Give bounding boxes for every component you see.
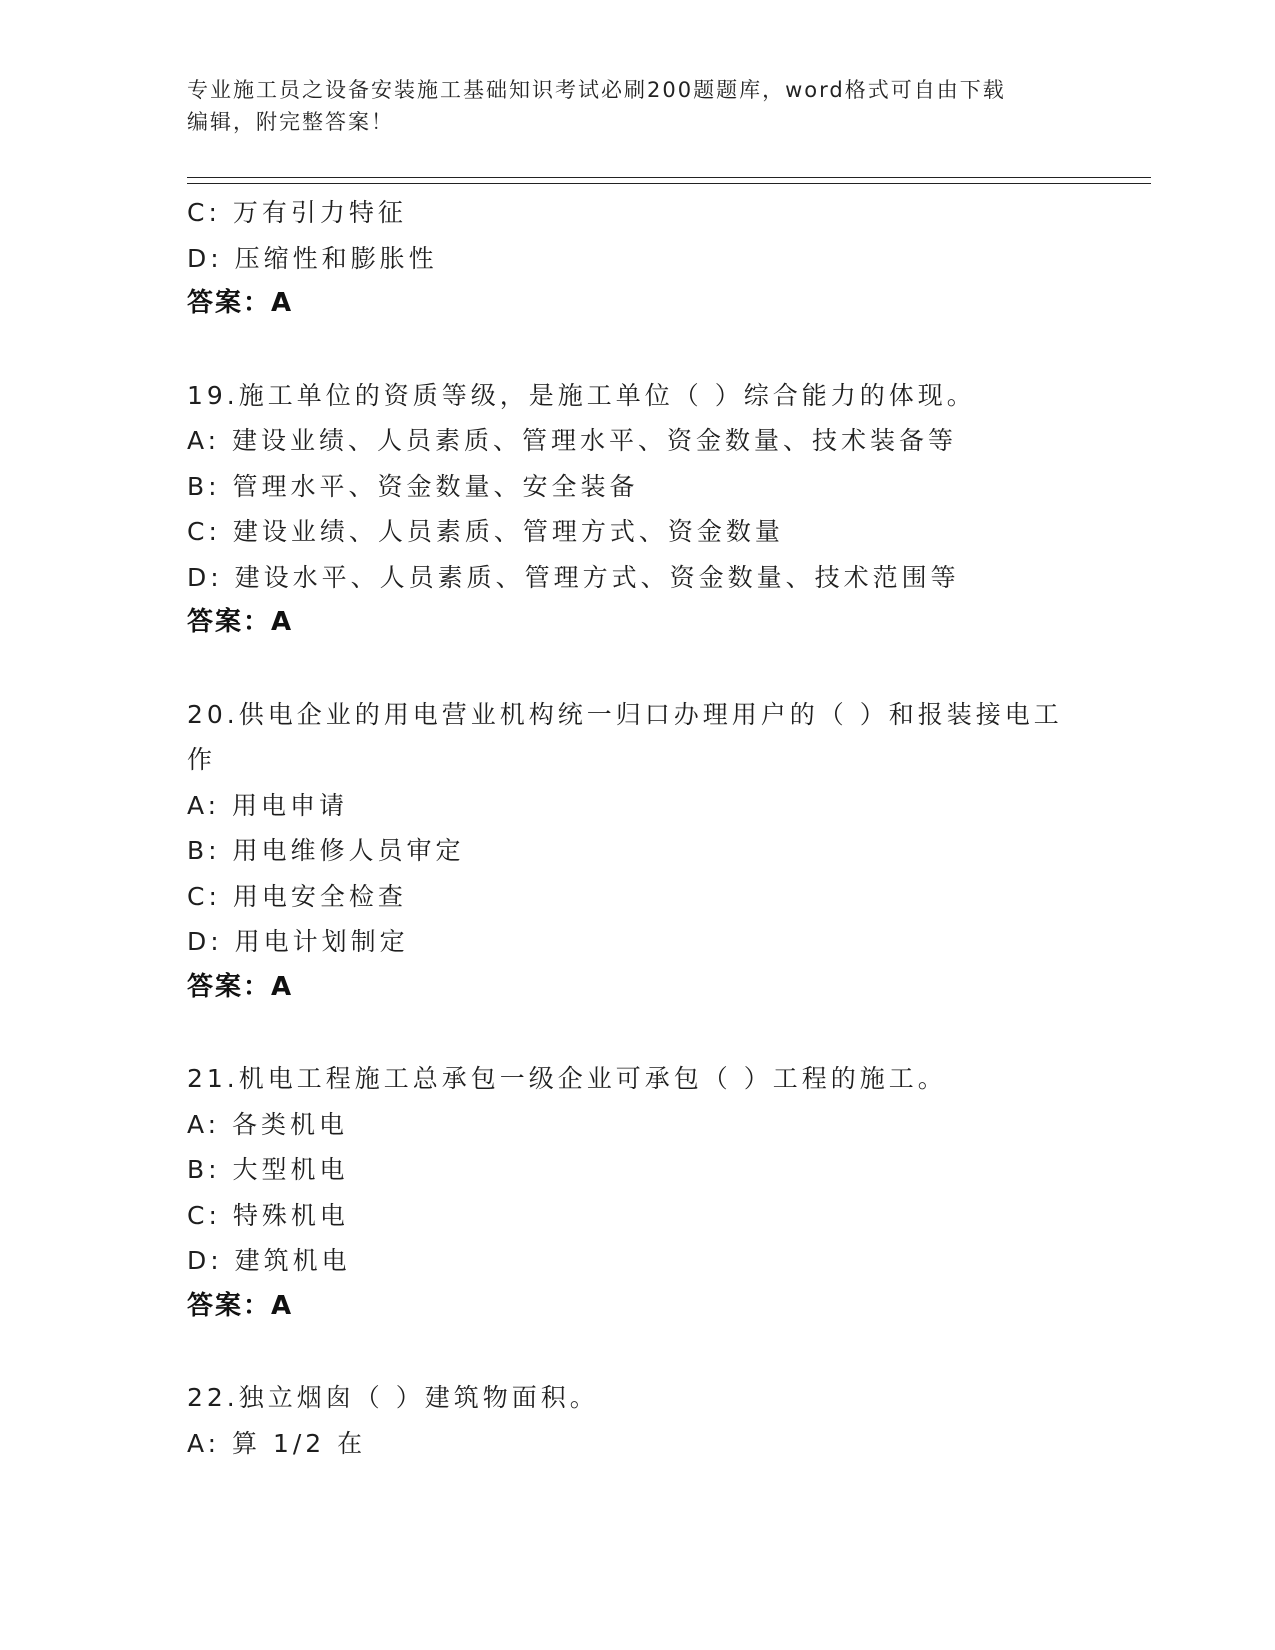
- option-c: C: 建设业绩、人员素质、管理方式、资金数量: [187, 517, 784, 546]
- option-d: D: 压缩性和膨胀性: [187, 243, 438, 273]
- question-block-20: [187, 692, 1087, 1011]
- question-list: [187, 190, 1087, 1466]
- question-stem: 22.独立烟囱（ ）建筑物面积。: [187, 1383, 599, 1412]
- answer-label: 答案：A: [187, 1290, 294, 1321]
- question-stem-continuation: 作: [187, 745, 217, 774]
- option-b: B: 管理水平、资金数量、安全装备: [187, 471, 639, 501]
- spacer: [187, 1010, 1087, 1056]
- option-d: D: 建筑机电: [187, 1246, 351, 1275]
- option-d: D: 用电计划制定: [187, 927, 409, 956]
- question-block-22: [187, 1375, 1087, 1466]
- header-title-line-1: 专业施工员之设备安装施工基础知识考试必刷200题题库，word格式可自由下载: [187, 78, 1006, 102]
- answer-label: 答案：A: [187, 288, 294, 318]
- option-a: A: 用电申请: [187, 790, 349, 820]
- spacer: [187, 1329, 1087, 1375]
- header-divider-bottom: [187, 183, 1151, 184]
- spacer: [187, 646, 1087, 692]
- question-block-19: [187, 373, 1087, 646]
- option-d: D: 建设水平、人员素质、管理方式、资金数量、技术范围等: [187, 562, 960, 592]
- option-b: B: 大型机电: [187, 1155, 349, 1184]
- header-title-line-2: 编辑，附完整答案！: [187, 110, 394, 134]
- option-a: A: 建设业绩、人员素质、管理水平、资金数量、技术装备等: [187, 426, 958, 455]
- header-divider-top: [187, 177, 1151, 178]
- option-b: B: 用电维修人员审定: [187, 836, 465, 865]
- option-c: C: 特殊机电: [187, 1200, 349, 1230]
- question-stem: 19.施工单位的资质等级，是施工单位（ ）综合能力的体现。: [187, 380, 976, 410]
- document-header: [187, 74, 1087, 138]
- question-block-18-partial: [187, 190, 1087, 327]
- option-c: C: 用电安全检查: [187, 881, 407, 911]
- spacer: [187, 327, 1087, 373]
- option-a: A: 各类机电: [187, 1109, 349, 1139]
- answer-label: 答案：A: [187, 607, 294, 637]
- question-stem: 21.机电工程施工总承包一级企业可承包（ ）工程的施工。: [187, 1064, 947, 1093]
- option-c: C: 万有引力特征: [187, 198, 407, 227]
- answer-label: 答案：A: [187, 971, 294, 1002]
- option-a: A: 算 1/2 在: [187, 1428, 367, 1458]
- question-block-21: [187, 1056, 1087, 1329]
- question-stem: 20.供电企业的用电营业机构统一归口办理用户的（ ）和报装接电工: [187, 699, 1063, 729]
